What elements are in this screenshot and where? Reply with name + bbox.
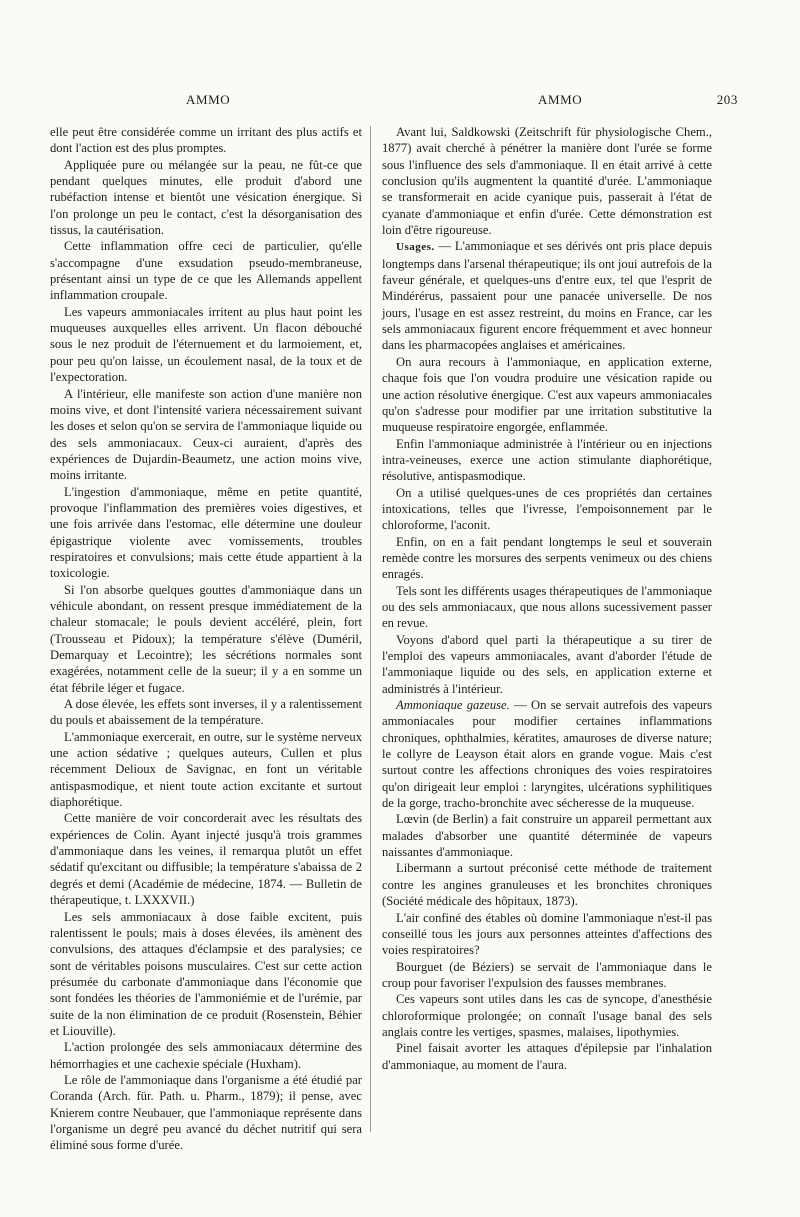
- paragraph: Lœvin (de Berlin) a fait construire un appareil permettant aux malades d'absorber une quantité déterminée de vapeurs naissantes d'ammoniaque.: [382, 812, 712, 860]
- paragraph: Appliquée pure ou mélangée sur la peau, ne fût-ce que pendant quelques minutes, elle produit d'abord une rubéfaction intense et bientôt une vésication énergique. Si l'on prolonge un peu le contact, c'est la désorganisation des tissus, la cautérisation.: [50, 157, 362, 238]
- paragraph: Si l'on absorbe quelques gouttes d'ammoniaque dans un véhicule abondant, on ressent presque immédiatement de la chaleur stomacale; le pouls devient accéléré, plein, fort (Trousseau et Pidoux); la température s'élève (Duméril, Demarquay et Lecointre); les sécrétions normales sont exagérées, notamment celle de la sueur; il y a en somme un état fébrile léger et fugace.: [50, 582, 362, 695]
- paragraph: L'air confiné des étables où domine l'ammoniaque n'est-il pas conseillé tous les jours aux personnes atteintes d'affections des voies respiratoires?: [382, 910, 712, 958]
- paragraph: Cette manière de voir concorderait avec les résultats des expériences de Colin. Ayant injecté jusqu'à trois grammes d'ammoniaque dans les veines, il remarqua plutôt un effet sédatif qu'excitant ou diffusible; la température s'abaissa de 2 degrés et demi (Académie de médecine, 1874. — Bulletin de thérapeutique, t. LXXXVII.): [50, 811, 362, 908]
- right-column: [382, 124, 712, 1073]
- paragraph: A dose élevée, les effets sont inverses, il y a ralentissement du pouls et abaissement de la température.: [50, 697, 362, 728]
- paragraph: Avant lui, Saldkowski (Zeitschrift für physiologische Chem., 1877) avait cherché à pénétrer la manière dont l'urée se forme sous l'influence des sels d'ammoniaque. Il en était arrivé à cette conclusion qu'ils augmentent la quantité d'urée. L'ammoniaque se transformerait en acide cyanique puis, passerait à l'état de cyanate d'ammoniaque et enfin d'urée. Cette démonstration est loin d'être rigoureuse.: [382, 125, 712, 238]
- paragraph: Voyons d'abord quel parti la thérapeutique a su tirer de l'emploi des vapeurs ammoniacales, avant d'aborder l'étude de l'ammoniaque liquide ou des sels, en application externe et administrés à l'intérieur.: [382, 632, 712, 696]
- paragraph-usages: [382, 238, 712, 353]
- paragraph: Enfin, on en a fait pendant longtemps le seul et souverain remède contre les morsures des serpents venimeux ou des chiens enragés.: [382, 534, 712, 582]
- column-divider: [370, 126, 371, 1132]
- paragraph: Pinel faisait avorter les attaques d'épilepsie par l'inhalation d'ammoniaque, au moment de l'aura.: [382, 1041, 712, 1072]
- paragraph: Ces vapeurs sont utiles dans les cas de syncope, d'anesthésie chloroformique prolongée; on connaît l'usage banal des sels anglais contre les vertiges, spasmes, malaises, lipothymies.: [382, 992, 712, 1039]
- left-column: [50, 124, 362, 1154]
- header-left: AMMO: [186, 92, 231, 107]
- paragraph-ammoniaque-gazeuse: [382, 697, 712, 811]
- paragraph: L'ammoniaque exercerait, en outre, sur le système nerveux une action sédative ; quelques auteurs, Cullen et plus récemment Delioux de Savignac, en font un véritable antispasmodique, et nient toute action excitante et surtout diaphorétique.: [50, 729, 362, 810]
- run-in-heading: Usages.: [396, 241, 435, 254]
- paragraph: A l'intérieur, elle manifeste son action d'une manière non moins vive, et dont l'intensité variera nécessairement suivant les doses et selon qu'on se servira de l'ammoniaque liquide ou des sels ammoniacaux. Ceux-ci auraient, d'après des expériences de Dujardin-Beaumetz, une action moins vive, moins irritante.: [50, 386, 362, 483]
- paragraph: Le rôle de l'ammoniaque dans l'organisme a été étudié par Coranda (Arch. für. Path. u. Pharm., 1879); il pense, avec Knierem contre Neubauer, que l'ammoniaque représente dans l'organisme un degré peu avancé du déchet nutritif qui sera éliminé sous forme d'urée.: [50, 1072, 362, 1153]
- paragraph: Cette inflammation offre ceci de particulier, qu'elle s'accompagne d'une exsudation pseudo-membraneuse, présentant ainsi un type de ce que les Allemands appellent inflammation croupale.: [50, 239, 362, 303]
- paragraph: Les sels ammoniacaux à dose faible excitent, puis ralentissent le pouls; mais à doses élevées, ils amènent des convulsions, des attaques d'éclampsie et des paralysies; ce sont de véritables poisons musculaires. C'est sur cette action présumée du carbonate d'ammoniaque dans l'économie que sont fondées les théories de l'ammoniémie et de l'urémie, par suite de la non élimination de ce produit (Rosenstein, Béhier et Liouville).: [50, 909, 362, 1038]
- paragraph: Bourguet (de Béziers) se servait de l'ammoniaque dans le croup pour favoriser l'expulsion des fausses membranes.: [382, 959, 712, 990]
- paragraph: Les vapeurs ammoniacales irritent au plus haut point les muqueuses auxquelles elles arrivent. Un flacon débouché sous le nez produit de l'éternuement et du larmoiement, et, pour peu qu'on laisse, un écoulement nasal, de la toux et de l'expectoration.: [50, 304, 362, 385]
- paragraph: elle peut être considérée comme un irritant des plus actifs et dont l'action est des plus promptes.: [50, 125, 362, 156]
- paragraph: On a utilisé quelques-unes de ces propriétés dan certaines intoxications, telles que l'ivresse, l'empoisonnement par le chloroforme, l'aconit.: [382, 485, 712, 533]
- running-header: [50, 92, 738, 112]
- paragraph: L'ingestion d'ammoniaque, même en petite quantité, provoque l'inflammation des premières voies digestives, et une fois arrivée dans l'estomac, elle détermine une douleur épigastrique violente avec vomissements, troubles respiratoires et convulsions; mais cette étude appartient à la toxicologie.: [50, 484, 362, 581]
- page-number: 203: [716, 92, 738, 107]
- paragraph: Tels sont les différents usages thérapeutiques de l'ammoniaque ou des sels ammoniacaux, que nous allons sucessivement passer en revue.: [382, 583, 712, 631]
- paragraph: On aura recours à l'ammoniaque, en application externe, chaque fois que l'on voudra produire une vésication rapide ou une action résolutive énergique. C'est aux vapeurs ammoniacales qu'on s'adresse pour modifier par une irritation substitutive la muqueuse respiratoire engorgée, enflammée.: [382, 354, 712, 435]
- paragraph: Enfin l'ammoniaque administrée à l'intérieur ou en injections intra-veineuses, exerce une action stimulante diaphorétique, résolutive, antispasmodique.: [382, 436, 712, 484]
- paragraph: Libermann a surtout préconisé cette méthode de traitement contre les angines granuleuses et les bronchites chroniques (Société médicale des hôpitaux, 1873).: [382, 861, 712, 909]
- paragraph-text: — L'ammoniaque et ses dérivés ont pris place depuis longtemps dans l'arsenal thérapeutique; ils ont joui autrefois de la faveur générale, et quelques-uns d'entre eux, tel que l'esprit de Mindérérus, passaient pour une panacée universelle. De nos jours, l'usage en est assez restreint, du moins en France, car les sels ammoniacaux figurent encore fréquemment et avec honneur dans les pharmacopées anglaises et américaines.: [382, 239, 712, 353]
- run-in-heading: Ammoniaque gazeuse.: [396, 698, 510, 713]
- header-right: AMMO: [538, 92, 583, 107]
- paragraph-text: — On se servait autrefois des vapeurs ammoniacales pour modifier certaines inflammations chroniques, ophthalmies, kératites, amauroses de diverse nature; le collyre de Leayson était alors en grande vogue. Mais c'est surtout contre les affections chroniques des voies respiratoires qu'on dirigeait leur emploi : laryngites, ulcérations syphilitiques de la gorge, tracho-bronchite avec sécheresse de la muqueuse.: [382, 698, 713, 811]
- paragraph: L'action prolongée des sels ammoniacaux détermine des hémorrhagies et une cachexie spéciale (Huxham).: [50, 1040, 362, 1071]
